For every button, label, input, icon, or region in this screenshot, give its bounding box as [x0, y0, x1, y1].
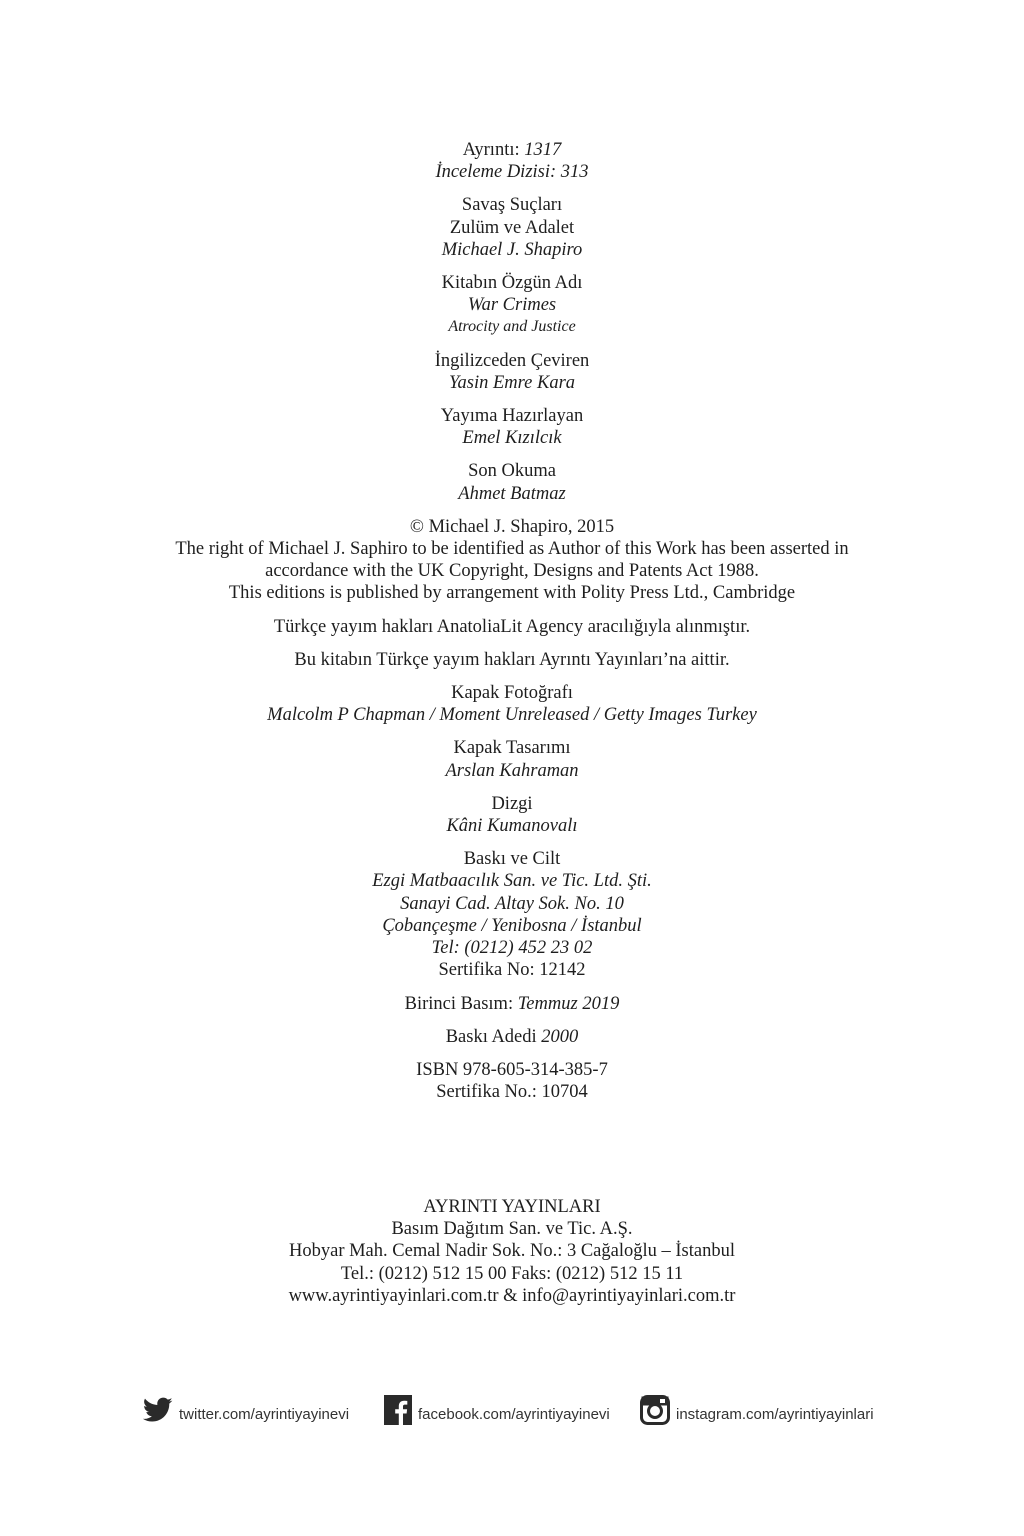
instagram-text: instagram.com/ayrintiyayinlari	[676, 1405, 874, 1423]
book-subtitle: Zulüm ve Adalet	[449, 217, 575, 238]
proof-heading: Son Okuma	[468, 461, 556, 482]
print-cert: Sertifika No: 12142	[438, 960, 586, 981]
publisher-name: AYRINTI YAYINLARI	[423, 1197, 601, 1217]
translator-heading: İngilizceden Çeviren	[434, 350, 590, 371]
rights-agency: Türkçe yayım hakları AnatoliaLit Agency aracılığıyla alınmıştır.	[273, 616, 751, 637]
typeset-name: Kâni Kumanovalı	[446, 816, 578, 837]
copies	[0, 1026, 1024, 1048]
typeset-block	[0, 793, 1024, 837]
book-block	[0, 194, 1024, 261]
first-edition-label: Birinci Basım:	[404, 993, 518, 1014]
cert-number: Sertifika No.: 10704	[436, 1082, 588, 1103]
original-block	[0, 272, 1024, 339]
instagram-link[interactable]	[640, 1392, 874, 1428]
first-edition-date: Temmuz 2019	[517, 993, 620, 1014]
twitter-link[interactable]	[143, 1392, 349, 1428]
facebook-link[interactable]	[384, 1392, 610, 1428]
publisher-phone: Tel.: (0212) 512 15 00 Faks: (0212) 512 15 11	[340, 1263, 684, 1284]
translator-name: Yasin Emre Kara	[448, 372, 576, 393]
series-number: 1317	[524, 140, 562, 160]
facebook-text: facebook.com/ayrintiyayinevi	[418, 1405, 610, 1423]
translator-block	[0, 350, 1024, 394]
original-subtitle: Atrocity and Justice	[448, 318, 576, 336]
copyright-line: accordance with the UK Copyright, Designs and Patents Act 1988.	[265, 561, 759, 582]
instagram-icon	[640, 1395, 670, 1425]
editor-heading: Yayıma Hazırlayan	[440, 406, 584, 427]
copies-count: 2000	[541, 1026, 579, 1047]
first-edition	[0, 993, 1024, 1015]
print-line: Tel: (0212) 452 23 02	[431, 938, 593, 959]
publisher-address: Hobyar Mah. Cemal Nadir Sok. No.: 3 Cağaloğlu – İstanbul	[289, 1241, 735, 1262]
cover-design-name: Arslan Kahraman	[445, 760, 579, 781]
social-bar	[0, 1392, 1024, 1428]
proof-block	[0, 460, 1024, 504]
publisher-company: Basım Dağıtım San. ve Tic. A.Ş.	[391, 1219, 633, 1240]
cover-photo-block	[0, 682, 1024, 726]
print-line: Çobançeşme / Yenibosna / İstanbul	[382, 915, 642, 936]
isbn-block	[0, 1059, 1024, 1103]
publisher-web: www.ayrintiyayinlari.com.tr & info@ayrintiyayinlari.com.tr	[288, 1285, 736, 1306]
series-sub: İnceleme Dizisi: 313	[435, 162, 589, 183]
rights-publisher: Bu kitabın Türkçe yayım hakları Ayrıntı Yayınları’na aittir.	[294, 649, 730, 670]
print-line: Sanayi Cad. Altay Sok. No. 10	[400, 893, 624, 914]
colophon	[0, 139, 1024, 1114]
series-label: Ayrıntı:	[462, 140, 525, 160]
publisher-block	[0, 1196, 1024, 1307]
book-title: Savaş Suçları	[461, 195, 563, 216]
print-line: Ezgi Matbaacılık San. ve Tic. Ltd. Şti.	[372, 871, 652, 892]
editor-name: Emel Kızılcık	[462, 428, 562, 449]
book-author: Michael J. Shapiro	[441, 239, 583, 260]
typeset-heading: Dizgi	[491, 793, 533, 814]
twitter-text: twitter.com/ayrintiyayinevi	[179, 1405, 350, 1423]
cover-design-heading: Kapak Tasarımı	[453, 738, 571, 759]
cover-photo-heading: Kapak Fotoğrafı	[451, 683, 573, 704]
original-heading: Kitabın Özgün Adı	[441, 273, 583, 294]
cover-design-block	[0, 737, 1024, 781]
copyright-line: This editions is published by arrangement with Polity Press Ltd., Cambridge	[228, 583, 796, 604]
twitter-icon	[143, 1397, 173, 1423]
isbn: ISBN 978-605-314-385-7	[416, 1059, 608, 1080]
editor-block	[0, 405, 1024, 449]
print-heading: Baskı ve Cilt	[463, 849, 561, 870]
copies-label: Baskı Adedi	[445, 1026, 542, 1047]
copyright-block	[0, 516, 1024, 605]
facebook-icon	[384, 1395, 412, 1425]
print-block	[0, 848, 1024, 981]
series-block	[0, 139, 1024, 183]
proof-name: Ahmet Batmaz	[458, 483, 566, 504]
cover-photo-credit: Malcolm P Chapman / Moment Unreleased / Getty Images Turkey	[267, 705, 757, 726]
copyright-line: © Michael J. Shapiro, 2015	[409, 516, 615, 537]
copyright-line: The right of Michael J. Saphiro to be identified as Author of this Work has been asserted in	[175, 539, 849, 560]
original-title: War Crimes	[467, 295, 557, 316]
